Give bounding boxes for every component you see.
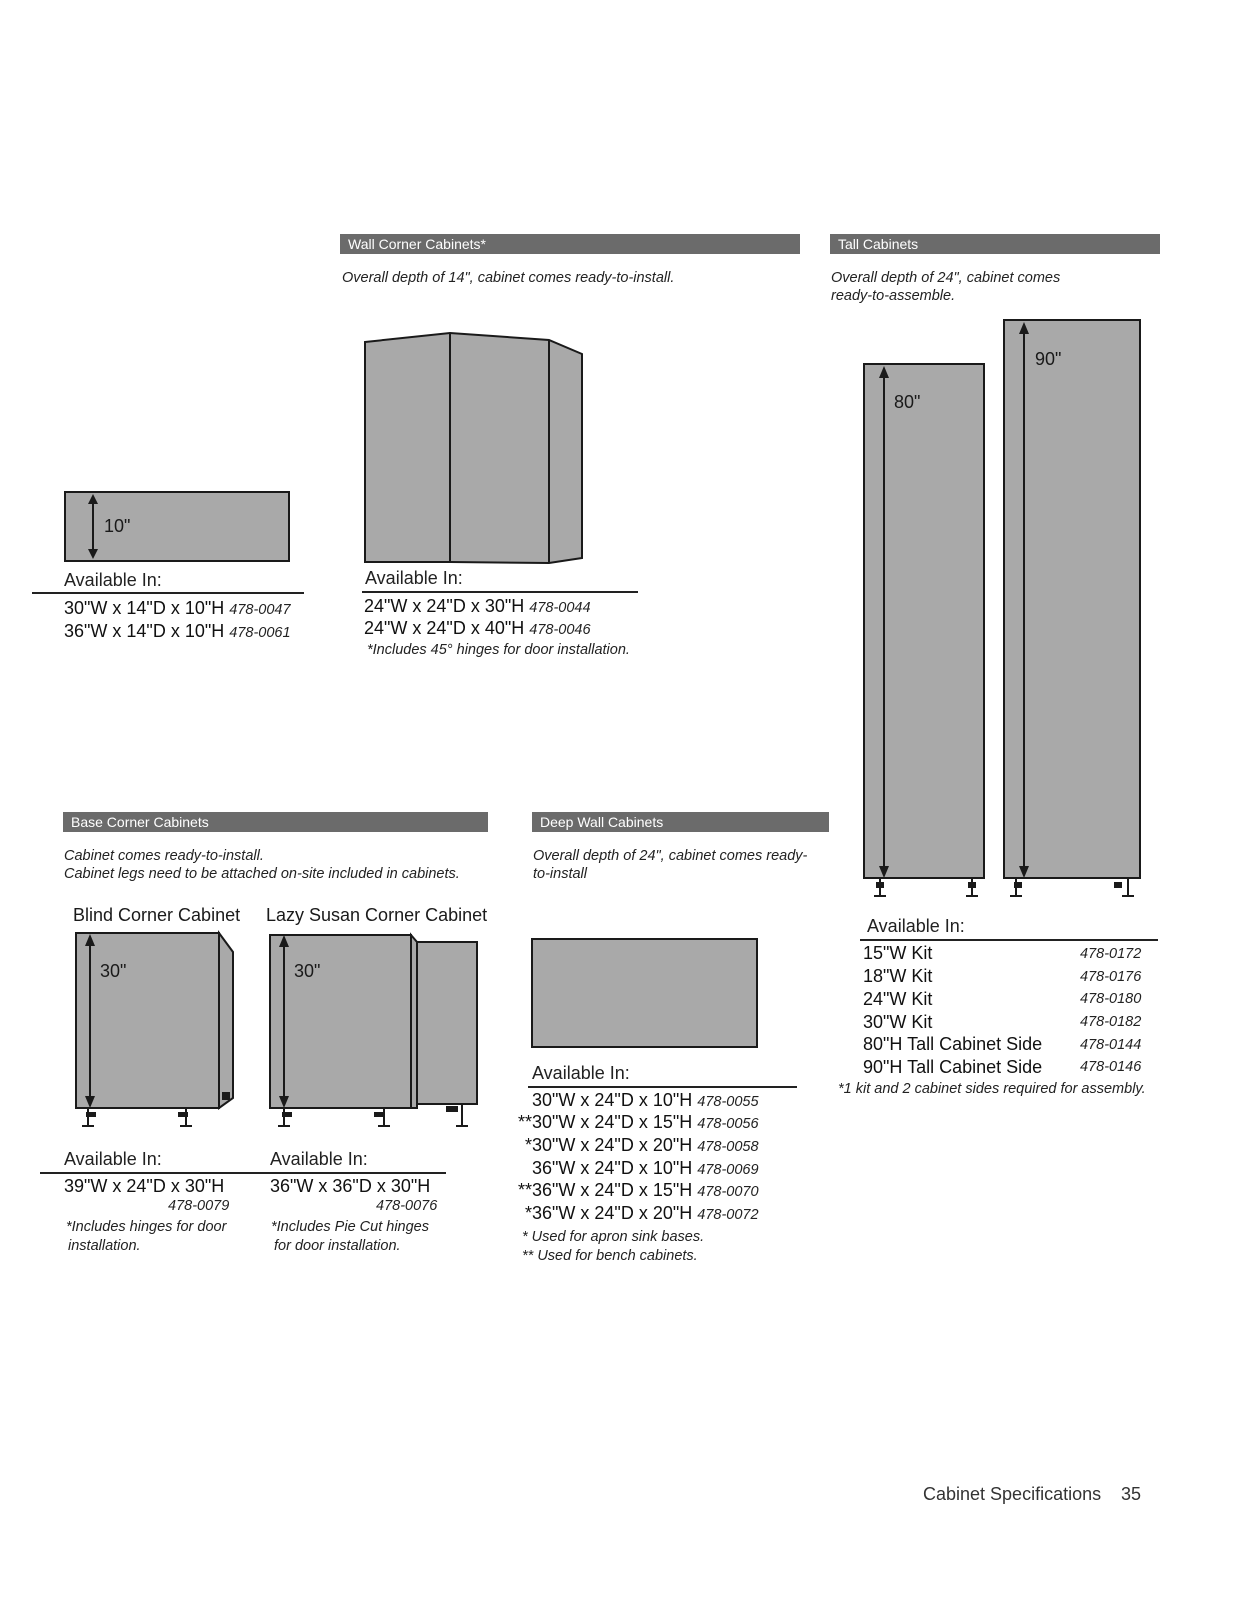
wall-corner-available-label: Available In: (365, 568, 463, 588)
tall-part: 478-0172 (1080, 946, 1142, 962)
tall-description-line2: ready-to-assemble. (831, 288, 956, 304)
blind-size: 39"W x 24"D x 30"H (64, 1176, 225, 1196)
table-row (512, 1135, 759, 1156)
lazy-susan-dim: 30" (294, 961, 321, 981)
table-row (863, 966, 932, 987)
table-row (364, 596, 591, 617)
tall-available-label: Available In: (867, 916, 965, 936)
deep-wall-size: 36"W x 24"D x 10"H (532, 1158, 693, 1178)
lazy-size: 36"W x 36"D x 30"H (270, 1176, 431, 1196)
wall-corner-description: Overall depth of 14", cabinet comes ready-to-install. (342, 270, 675, 286)
deep-wall-size: 36"W x 24"D x 20"H (532, 1203, 693, 1223)
tall-part: 478-0146 (1080, 1059, 1142, 1075)
tall-description-line1: Overall depth of 24", cabinet comes (831, 270, 1061, 286)
wall-corner-size: 24"W x 24"D x 40"H (364, 618, 525, 638)
deep-wall-part: 478-0058 (697, 1139, 759, 1155)
deep-wall-header: Deep Wall Cabinets (532, 812, 829, 832)
wall-corner-size: 24"W x 24"D x 30"H (364, 596, 525, 616)
lazy-note-line2: for door installation. (274, 1238, 401, 1254)
deep-wall-cabinet-drawing (530, 937, 760, 1052)
deep-wall-note-line1: * Used for apron sink bases. (522, 1229, 705, 1245)
tall-cabinet-80-drawing (860, 360, 990, 905)
table-row (863, 989, 932, 1010)
wall-10-rule (32, 592, 304, 594)
lazy-susan-cabinet-drawing (266, 930, 481, 1130)
wall-corner-rule (362, 591, 638, 593)
deep-wall-part: 478-0055 (697, 1094, 759, 1110)
deep-wall-size: 30"W x 24"D x 20"H (532, 1135, 693, 1155)
lazy-part: 478-0076 (376, 1198, 438, 1214)
deep-wall-description-line2: to-install (533, 866, 587, 882)
deep-wall-part: 478-0070 (697, 1184, 759, 1200)
blind-available-label: Available In: (64, 1149, 162, 1169)
tall-part: 478-0182 (1080, 1014, 1142, 1030)
tall-cabinet-90-drawing (1000, 316, 1145, 906)
deep-wall-description-line1: Overall depth of 24", cabinet comes ready- (533, 848, 808, 864)
tall-size: 90"H Tall Cabinet Side (863, 1057, 1043, 1077)
wall-cabinet-10-drawing (63, 490, 293, 565)
wall-corner-part: 478-0046 (529, 622, 591, 638)
table-row (863, 1012, 932, 1033)
deep-wall-mark: ** (517, 1112, 532, 1132)
deep-wall-mark: * (524, 1135, 532, 1155)
deep-wall-size: 30"W x 24"D x 10"H (532, 1090, 693, 1110)
tall-part: 478-0176 (1080, 969, 1142, 985)
table-row (863, 943, 932, 964)
lazy-available-label: Available In: (270, 1149, 368, 1169)
tall-size: 15"W Kit (863, 943, 933, 963)
base-corner-rule (40, 1172, 446, 1174)
base-corner-description-line2: Cabinet legs need to be attached on-site included in cabinets. (64, 866, 460, 882)
wall-corner-note: *Includes 45° hinges for door installation. (367, 642, 630, 658)
wall-corner-part: 478-0044 (529, 600, 591, 616)
blind-corner-cabinet-drawing (72, 930, 242, 1130)
tall-size: 80"H Tall Cabinet Side (863, 1034, 1043, 1054)
table-row (64, 598, 291, 619)
tall-note: *1 kit and 2 cabinet sides required for assembly. (838, 1081, 1146, 1097)
deep-wall-mark: * (524, 1203, 532, 1223)
wall-10-size: 30"W x 14"D x 10"H (64, 598, 225, 618)
wall-corner-cabinet-drawing (362, 330, 587, 565)
deep-wall-mark: ** (517, 1180, 532, 1200)
wall-10-available-label: Available In: (64, 570, 162, 590)
table-row (863, 1034, 1042, 1055)
tall-part: 478-0144 (1080, 1037, 1142, 1053)
tall-size: 30"W Kit (863, 1012, 933, 1032)
base-corner-header: Base Corner Cabinets (63, 812, 488, 832)
table-row (512, 1090, 759, 1111)
deep-wall-available-label: Available In: (532, 1063, 630, 1083)
table-row (512, 1180, 759, 1201)
deep-wall-part: 478-0072 (697, 1207, 759, 1223)
tall-cabinet-90-dim: 90" (1035, 349, 1062, 369)
blind-note-line1: *Includes hinges for door (66, 1219, 227, 1235)
table-row (64, 621, 291, 642)
tall-size: 24"W Kit (863, 989, 933, 1009)
tall-header: Tall Cabinets (830, 234, 1160, 254)
blind-part: 478-0079 (168, 1198, 230, 1214)
blind-corner-dim: 30" (100, 961, 127, 981)
lazy-susan-title: Lazy Susan Corner Cabinet (266, 905, 488, 925)
wall-10-part: 478-0061 (229, 625, 291, 641)
tall-cabinet-80-dim: 80" (894, 392, 921, 412)
deep-wall-rule (528, 1086, 797, 1088)
deep-wall-size: 36"W x 24"D x 15"H (532, 1180, 693, 1200)
table-row (512, 1158, 759, 1179)
deep-wall-part: 478-0069 (697, 1162, 759, 1178)
tall-rule (860, 939, 1158, 941)
blind-note-line2: installation. (68, 1238, 141, 1254)
deep-wall-note-line2: ** Used for bench cabinets. (522, 1248, 698, 1264)
tall-size: 18"W Kit (863, 966, 933, 986)
lazy-note-line1: *Includes Pie Cut hinges (271, 1219, 429, 1235)
table-row (512, 1203, 759, 1224)
wall-corner-header: Wall Corner Cabinets* (340, 234, 800, 254)
tall-part: 478-0180 (1080, 991, 1142, 1007)
page-number: 35 (1121, 1484, 1142, 1504)
wall-cabinet-10-dim: 10" (104, 516, 131, 536)
wall-10-part: 478-0047 (229, 602, 291, 618)
blind-corner-title: Blind Corner Cabinet (73, 905, 241, 925)
deep-wall-part: 478-0056 (697, 1116, 759, 1132)
deep-wall-size: 30"W x 24"D x 15"H (532, 1112, 693, 1132)
table-row (364, 618, 591, 639)
wall-10-size: 36"W x 14"D x 10"H (64, 621, 225, 641)
base-corner-description-line1: Cabinet comes ready-to-install. (64, 848, 264, 864)
table-row (863, 1057, 1042, 1078)
table-row (512, 1112, 759, 1133)
footer-title: Cabinet Specifications (923, 1484, 1102, 1504)
